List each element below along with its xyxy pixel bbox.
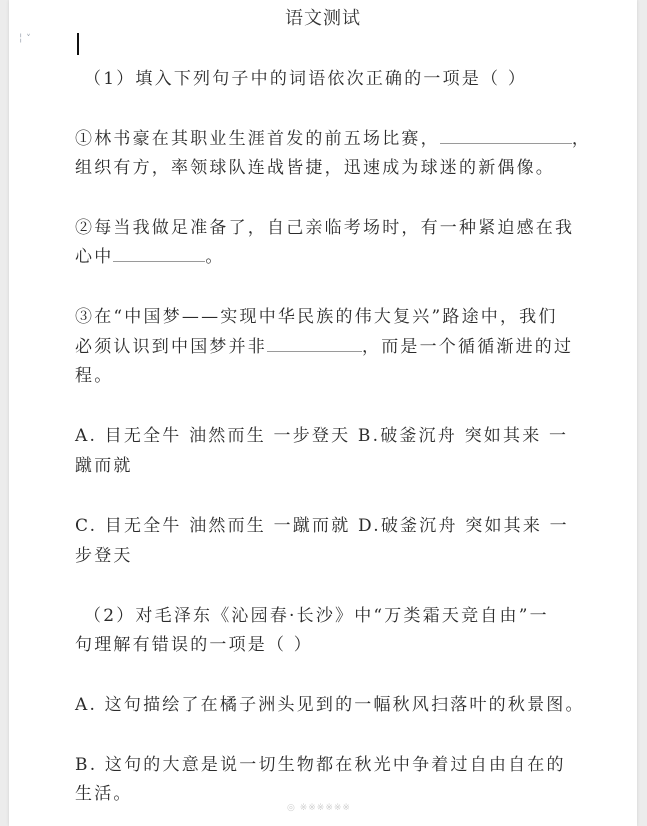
sentence-1-line-2: 组织有方，率领球队连战皆捷，迅速成为球迷的新偶像。 xyxy=(75,158,555,178)
option-a-line-1: A. 目无全牛 油然而生 一步登天 B.破釜沉舟 突如其来 一 xyxy=(75,426,569,446)
sentence-1-line-1 xyxy=(75,124,591,149)
question-2-stem-line-1: （2）对毛泽东《沁园春·长沙》中“万类霜天竞自由”一 xyxy=(84,606,549,626)
question-1-stem: （1）填入下列句子中的词语依次正确的一项是（ ） xyxy=(84,69,528,89)
option-c-line-2: 步登天 xyxy=(75,546,133,566)
paragraph-marker-icon[interactable]: ╎ ˅ xyxy=(18,34,31,44)
question-2-option-b-line-1: B. 这句的大意是说一切生物都在秋光中争着过自由自在的 xyxy=(75,755,566,775)
question-2-stem-line-2: 句理解有错误的一项是（ ） xyxy=(75,635,314,655)
answer-blank-1[interactable] xyxy=(440,129,572,144)
option-c-line-1: C. 目无全牛 油然而生 一蹴而就 D.破釜沉舟 突如其来 一 xyxy=(75,516,569,536)
option-a-line-2: 蹴而就 xyxy=(75,456,133,476)
question-2-option-b-line-2: 生活。 xyxy=(75,784,133,804)
sentence-2-period: 。 xyxy=(205,247,225,267)
answer-blank-2[interactable] xyxy=(113,247,205,262)
watermark: ◎ ※※※※※※ xyxy=(287,803,351,813)
sentence-2-text: 心中 xyxy=(75,247,114,267)
text-cursor xyxy=(77,33,79,55)
sentence-3-text: 必须认识到中国梦并非 xyxy=(75,337,267,357)
sentence-2-line-1: ②每当我做足准备了，自己亲临考场时，有一种紧迫感在我 xyxy=(75,218,575,238)
sentence-1-comma: ， xyxy=(571,129,592,149)
answer-blank-3[interactable] xyxy=(267,337,362,352)
question-2-option-a: A. 这句描绘了在橘子洲头见到的一幅秋风扫落叶的秋景图。 xyxy=(75,695,585,715)
sentence-1-text: ①林书豪在其职业生涯首发的前五场比赛， xyxy=(75,129,440,149)
sentence-3-rest: ，而是一个循循渐进的过 xyxy=(362,337,574,357)
sentence-3-line-1: ③在“中国梦——实现中华民族的伟大复兴”路途中，我们 xyxy=(75,307,558,327)
document-page[interactable] xyxy=(9,0,637,826)
sentence-3-line-3: 程。 xyxy=(75,366,114,386)
sentence-3-line-2 xyxy=(75,332,573,357)
document-title: 语文测试 xyxy=(285,8,361,29)
sentence-2-line-2 xyxy=(75,242,225,267)
